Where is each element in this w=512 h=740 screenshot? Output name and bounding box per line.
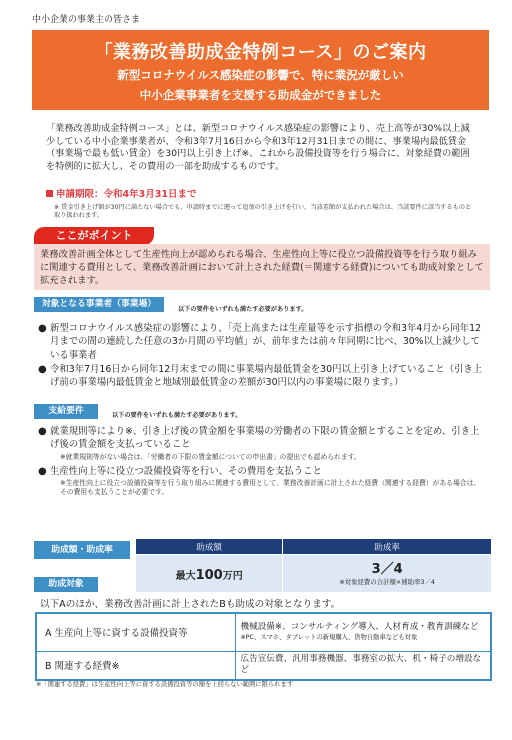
bullet-icon: ● xyxy=(38,465,47,477)
list-item xyxy=(38,425,483,452)
deadline xyxy=(46,186,196,200)
amount-unit: 万円 xyxy=(222,571,243,582)
list-item xyxy=(38,322,483,362)
table-row xyxy=(36,651,491,680)
bullet-icon: ● xyxy=(38,323,47,334)
target-intro: 以下Aのほか、業務改善計画に計上されたBも助成の対象となります。 xyxy=(40,599,341,610)
requirements-label: 支給要件 xyxy=(34,404,98,419)
requirements-list xyxy=(38,425,483,497)
footnote: ※「関連する経費」は生産性向上等に資する設備投資等の額を上回らない範囲に限られます xyxy=(36,681,294,688)
point-text: 業務改善計画全体として生産性向上が認められる場合、生産性向上等に役立つ設備投資等を行う取り組みに関連する費用として、業務改善計画において計上された経費(＝関連する経費)についても助成対象として拡充されます。 xyxy=(34,244,490,290)
banner-subtitle-1: 新型コロナウイルス感染症の影響で、特に業況が厳しい xyxy=(117,68,404,82)
target-desc-a-text: 機械設備※、コンサルティング導入、人材育成・教育訓練など xyxy=(240,622,479,633)
wage-note: ※ 賃金引き上げ額が30円に満たない場合でも、申請時までに遡って追加の引き上げを行い、当該差額が支払われた場合は、当該要件に該当するものと取り扱われます。 xyxy=(54,204,472,219)
square-bullet-icon xyxy=(46,190,53,197)
eligible-item-1: 新型コロナウイルス感染症の影響により、「売上高または生産量等を示す指標の令和3年4月から同年12月までの間の連続した任意の3か月間の平均値」が、前年または前々年同期に比べ、30%以上減少している事業者 xyxy=(50,323,482,361)
list-item xyxy=(38,363,483,390)
target-desc-a xyxy=(235,613,491,651)
requirement-item-2: 生産性向上等に役立つ設備投資等を行い、その費用を支払うこと xyxy=(50,465,322,477)
bullet-icon: ● xyxy=(38,363,47,375)
target-category-a: A 生産向上等に資する設備投資等 xyxy=(36,613,235,651)
table-row xyxy=(36,613,491,651)
eligible-list xyxy=(38,322,483,390)
banner-subtitle-2: 中小企業事業者を支援する助成金ができました xyxy=(139,88,382,102)
target-desc-a-sub: ※PC、スマホ、タブレットの新規購入、貨物自動車なども対象 xyxy=(240,633,418,641)
grant-amount xyxy=(175,568,243,583)
requirement-note-1: ※就業規則等がない場合は、「労働者の下限の賃金額についての申出書」の提出でも認められます。 xyxy=(60,452,361,461)
target-category-b: B 関連する経費※ xyxy=(36,651,235,680)
deadline-text: 申請期限：令和4年3月31日まで xyxy=(56,189,197,200)
eligible-item-2: 令和3年7月16日から同年12月末までの間に事業場内最低賃金を30円以上引き上げていること（引き上げ前の事業場内最低賃金と地域別最低賃金の差額が30円以内の事業場に限ります。） xyxy=(50,363,483,389)
requirement-item-1: 就業規則等により※、引き上げ後の賃金額を事業場の労働者の下限の賃金額とすることを定め、引き上げ後の賃金額を支払っていること xyxy=(50,426,480,451)
grant-rate-note: ※対象経費の合計額×補助率3／4 xyxy=(339,577,435,586)
grant-table xyxy=(135,538,492,593)
title-banner xyxy=(32,30,489,110)
requirements-hint: 以下の要件をいずれも満たす必要があります。 xyxy=(112,412,242,419)
target-desc-b xyxy=(235,651,491,680)
target-desc-b-text: 広告宣伝費、汎用事務機器、事務室の拡大、机・椅子の増設など xyxy=(240,653,482,676)
grant-rate: 3／4 xyxy=(371,561,403,577)
list-item xyxy=(38,465,483,478)
target-table xyxy=(35,612,492,681)
intro-paragraph: 「業務改善助成金特例コース」とは、新型コロナウイルス感染症の影響により、売上高等が30%以上減少している中小企業事業者が、令和3年7月16日から令和3年12月31日までの間に、事業場内最低賃金（事業場で最も低い賃金）を30円以上引き上げ※、これから設備投資等を行う場合に、対象経費の範囲を特例的に拡大し、その費用の一部を助成するものです。 xyxy=(46,123,470,172)
grant-amount-cell xyxy=(136,555,283,593)
eligible-hint: 以下の要件をいずれも満たす必要があります。 xyxy=(178,306,308,313)
grant-amount-header: 助成額 xyxy=(136,539,283,555)
banner-title: 「業務改善助成金特例コース」のご案内 xyxy=(94,42,427,63)
bullet-icon: ● xyxy=(38,426,47,437)
greeting: 中小企業の事業主の皆さま xyxy=(32,15,141,25)
requirement-note-2: ※生産性向上に役立つ設備投資等を行う取り組みに関連する費用として、業務改善計画に計上された経費（関連する経費）がある場合は、その費用も支払うことが必要です。 xyxy=(60,478,481,496)
target-label: 助成対象 xyxy=(34,577,98,592)
amount-value: 100 xyxy=(195,568,223,583)
eligible-label: 対象となる事業者（事業場） xyxy=(34,297,164,312)
point-label: ここがポイント xyxy=(34,227,154,245)
amount-prefix: 最大 xyxy=(175,571,196,582)
grant-rate-header: 助成率 xyxy=(283,539,492,555)
grant-rate-cell xyxy=(283,555,492,593)
grant-label: 助成額・助成率 xyxy=(34,541,130,559)
